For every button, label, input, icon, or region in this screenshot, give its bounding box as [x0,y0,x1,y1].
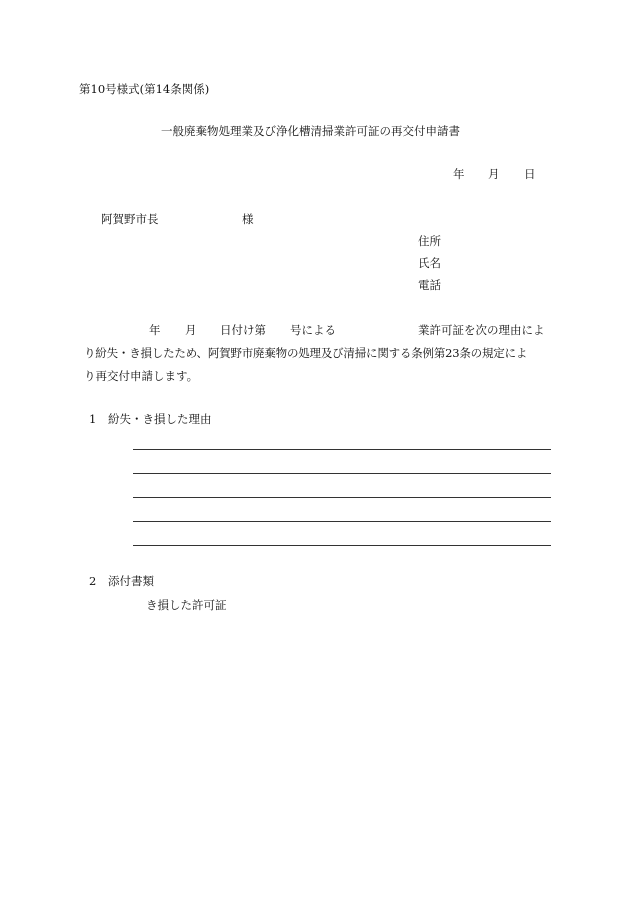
body-month: 月 [185,323,197,337]
date-year: 年 [453,167,465,181]
body-number: 号による [290,323,336,337]
attachment-item: き損した許可証 [146,598,227,612]
addressee-name: 阿賀野市長 [101,212,159,226]
body-line3: り再交付申請します。 [84,369,199,383]
reason-line [133,497,551,498]
document-title: 一般廃棄物処理業及び浄化槽清掃業許可証の再交付申請書 [161,124,460,138]
name-label: 氏名 [418,256,441,270]
body-dated: 日付け第 [220,323,266,337]
section-2-title: 添付書類 [108,574,154,588]
form-number: 第10号様式(第14条関係) [79,82,210,96]
body-year: 年 [149,323,161,337]
address-label: 住所 [418,234,441,248]
section-2-number: 2 [89,574,97,588]
body-line2: り紛失・き損したため、阿賀野市廃棄物の処理及び清掃に関する条例第23条の規定によ [84,346,528,360]
phone-label: 電話 [418,278,441,292]
date-day: 日 [524,167,536,181]
reason-line [133,545,551,546]
section-1-title: 紛失・き損した理由 [108,412,212,426]
section-1-number: 1 [89,412,97,426]
reason-line [133,521,551,522]
reason-line [133,473,551,474]
reason-line [133,449,551,450]
body-line1-tail: 業許可証を次の理由によ [418,323,545,337]
date-month: 月 [488,167,500,181]
addressee-honorific: 様 [242,212,254,226]
